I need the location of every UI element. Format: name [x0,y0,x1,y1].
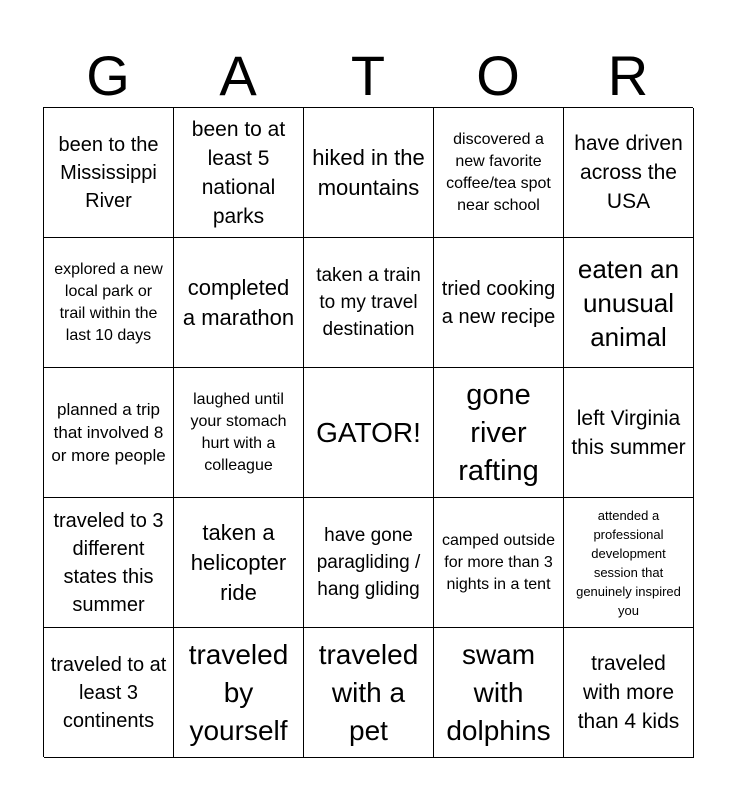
cell-text: have gone paragliding / hang gliding [316,525,421,600]
bingo-cell[interactable] [174,628,304,758]
bingo-cell[interactable] [434,628,564,758]
cell-text: traveled with more than 4 kids [577,652,680,733]
header-letter-t: T [350,44,386,107]
cell-text: traveled by yourself [188,638,289,746]
bingo-cell[interactable] [564,498,694,628]
header-letter-g: G [86,44,130,107]
bingo-cell[interactable] [564,628,694,758]
cell-text: completed a marathon [182,274,295,330]
bingo-cell[interactable] [304,238,434,368]
cell-text: have driven across the USA [574,132,683,213]
cell-text: been to at least 5 national parks [191,117,286,228]
cell-text: traveled to at least 3 continents [50,653,167,732]
cell-text: traveled with a pet [318,638,419,746]
bingo-cell[interactable] [174,108,304,238]
cell-text: tried cooking a new recipe [441,277,556,328]
bingo-cell[interactable] [44,108,174,238]
bingo-cell[interactable] [564,108,694,238]
bingo-cell[interactable] [174,498,304,628]
cell-text: taken a train to my travel destination [316,265,421,340]
cell-text: traveled to 3 different states this summer [53,509,164,616]
cell-text: attended a professional development session that genuinely inspired you [576,507,681,618]
bingo-header [43,45,693,107]
cell-text: camped outside for more than 3 nights in a tent [442,531,555,593]
bingo-board [43,107,693,757]
bingo-cell[interactable] [304,108,434,238]
header-letter-o: O [476,44,520,107]
bingo-cell[interactable] [434,368,564,498]
cell-text: left Virginia this summer [571,406,686,459]
cell-text: discovered a new favorite coffee/tea spot near school [446,130,551,214]
bingo-cell[interactable] [304,498,434,628]
bingo-cell[interactable] [434,498,564,628]
cell-text: eaten an unusual animal [577,253,680,352]
bingo-cell[interactable] [174,368,304,498]
cell-text: GATOR! [316,416,421,448]
bingo-cell[interactable] [44,368,174,498]
header-letter-a: A [219,44,257,107]
cell-text: hiked in the mountains [312,144,425,200]
bingo-cell free-space[interactable] [304,368,434,498]
bingo-cell[interactable] [304,628,434,758]
bingo-cell[interactable] [44,498,174,628]
cell-text: been to the Mississippi River [58,133,159,212]
bingo-cell[interactable] [44,628,174,758]
cell-text: planned a trip that involved 8 or more people [51,400,166,465]
header-letter-r: R [607,44,649,107]
bingo-cell[interactable] [174,238,304,368]
cell-text: laughed until your stomach hurt with a colleague [190,390,287,474]
bingo-cell[interactable] [564,238,694,368]
bingo-cell[interactable] [564,368,694,498]
bingo-cell[interactable] [44,238,174,368]
cell-text: explored a new local park or trail within the last 10 days [54,260,163,344]
cell-text: gone river rafting [458,378,539,487]
bingo-cell[interactable] [434,238,564,368]
cell-text: swam with dolphins [446,638,551,746]
bingo-cell[interactable] [434,108,564,238]
cell-text: taken a helicopter ride [190,519,287,605]
